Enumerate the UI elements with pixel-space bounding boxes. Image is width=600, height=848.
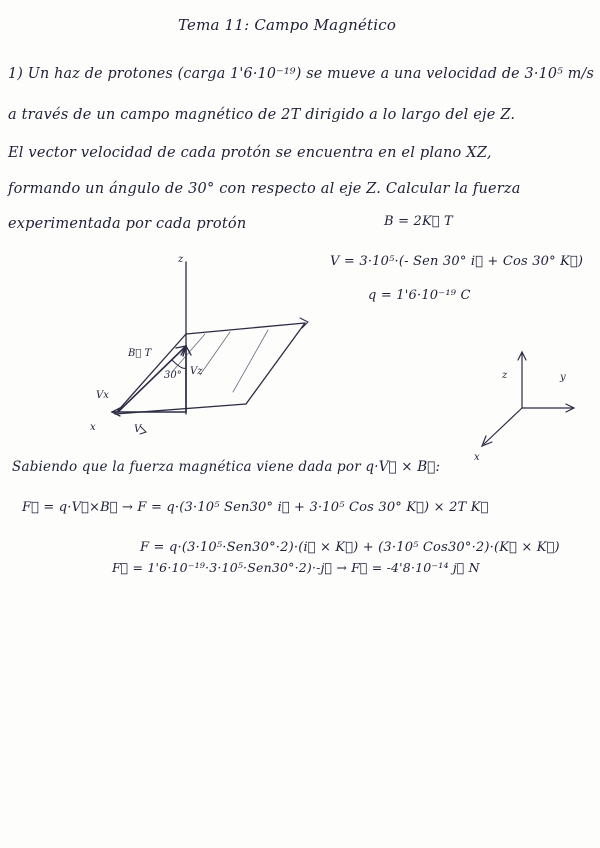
- triad-x-label: x: [474, 452, 480, 463]
- page-title: Tema 11: Campo Magnético: [178, 16, 397, 34]
- problem-line-1: 1) Un haz de protones (carga 1'6·10⁻¹⁹) se mueve a una velocidad de 3·10⁵ m/s: [8, 66, 595, 82]
- vx-label: Vx: [96, 390, 109, 401]
- solution-eq-1: F⃗ = q·V⃗×B⃗ → F = q·(3·10⁵ Sen30° i⃗ + 3·10⁵ Cos 30° K⃗) × 2T K⃗: [22, 500, 489, 515]
- charge-data: q = 1'6·10⁻¹⁹ C: [368, 288, 471, 303]
- problem-line-2: a través de un campo magnético de 2T dirigido a lo largo del eje Z.: [8, 107, 516, 123]
- axis-triad: [482, 352, 574, 446]
- problem-line-5: experimentada por cada protón: [8, 216, 247, 232]
- solution-eq-2: F = q·(3·10⁵·Sen30°·2)·(i⃗ × K⃗) + (3·10⁵ Cos30°·2)·(K⃗ × K⃗): [140, 540, 560, 555]
- triad-z-label: z: [502, 370, 508, 381]
- field-data: B = 2K⃗ T: [384, 214, 453, 229]
- x-label: x: [90, 422, 96, 433]
- triad-x-axis: [484, 408, 522, 444]
- b-vector-label: B⃗ T: [128, 348, 152, 359]
- solution-eq-3: F⃗ = 1'6·10⁻¹⁹·3·10⁵·Sen30°·2)·-j⃗ → F⃗ = -4'8·10⁻¹⁴ j⃗ N: [112, 560, 480, 575]
- plane-top-edge: [186, 323, 305, 334]
- problem-line-4: formando un ángulo de 30° con respecto al eje Z. Calcular la fuerza: [8, 181, 521, 197]
- vz-label: Vz: [190, 366, 203, 377]
- v-label: V: [134, 424, 142, 435]
- angle-label: 30°: [164, 370, 182, 381]
- plane-right-edge: [246, 323, 305, 404]
- solution-intro: Sabiendo que la fuerza magnética viene dada por q·V⃗ × B⃗:: [12, 459, 441, 475]
- velocity-data: V = 3·10⁵·(- Sen 30° i⃗ + Cos 30° K⃗): [330, 254, 584, 269]
- diagram-z-label: z: [178, 254, 184, 265]
- triad-y-label: y: [560, 372, 566, 383]
- problem-line-3: El vector velocidad de cada protón se encuentra en el plano XZ,: [8, 145, 492, 161]
